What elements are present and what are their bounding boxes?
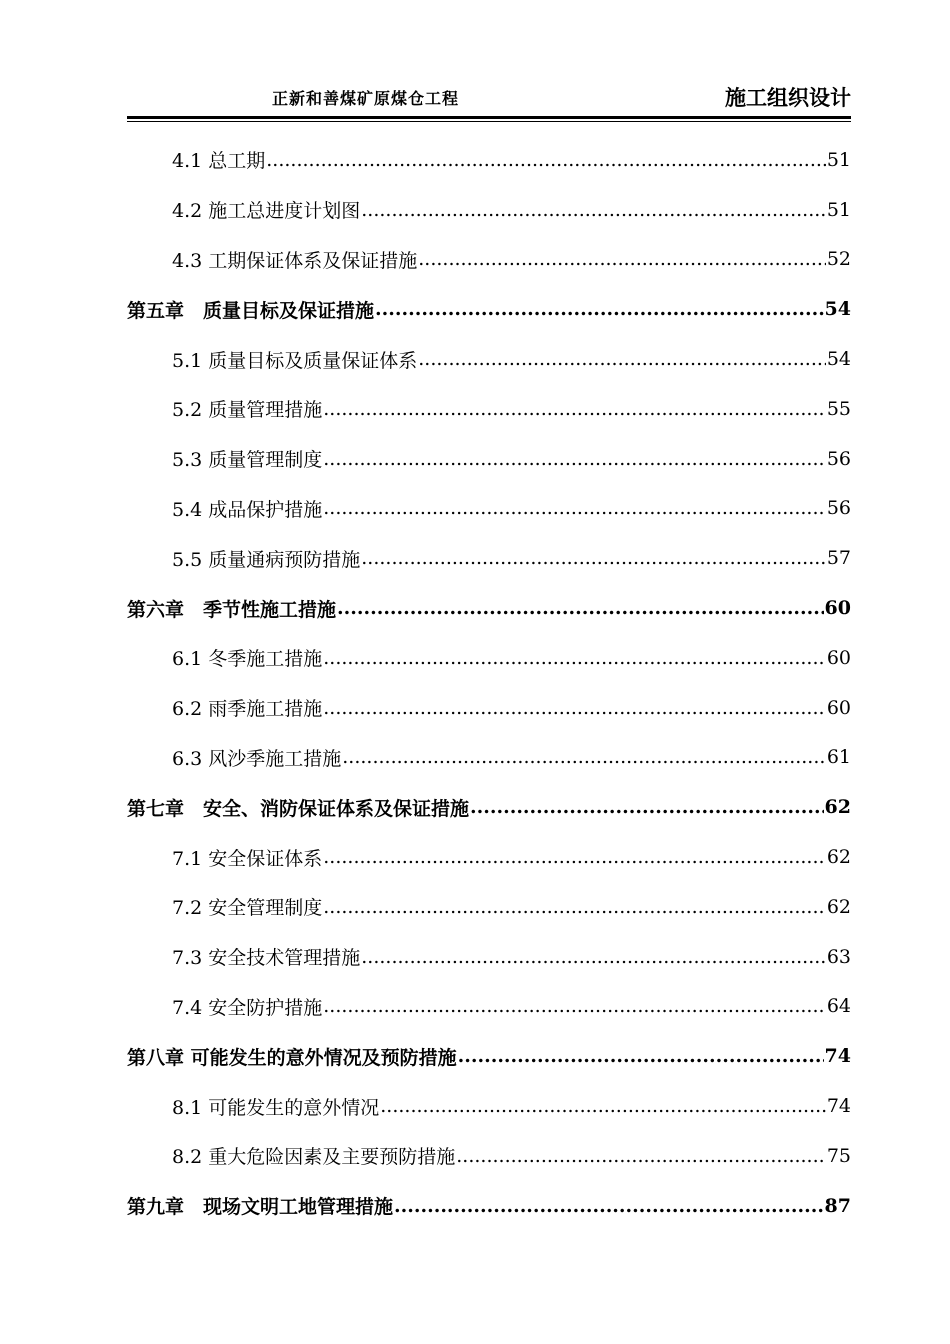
toc-section-entry[interactable] bbox=[127, 235, 851, 285]
toc-chapter-entry[interactable] bbox=[127, 1181, 851, 1231]
toc-entry-page-number: 74 bbox=[826, 1095, 851, 1118]
toc-entry-page-number: 87 bbox=[824, 1194, 851, 1217]
project-title: 正新和善煤矿原煤仓工程 bbox=[272, 89, 460, 108]
toc-chapter-entry[interactable] bbox=[127, 1031, 851, 1081]
toc-entry-label: 6.2 雨季施工措施 bbox=[172, 698, 323, 721]
toc-leader-dots bbox=[418, 348, 826, 370]
toc-entry-label: 第五章 质量目标及保证措施 bbox=[127, 299, 375, 322]
toc-section-entry[interactable] bbox=[127, 733, 851, 783]
toc-entry-page-number: 62 bbox=[826, 846, 851, 869]
toc-section-entry[interactable] bbox=[127, 1131, 851, 1181]
toc-entry-label: 第六章 季节性施工措施 bbox=[127, 598, 337, 621]
toc-entry-label: 5.3 质量管理制度 bbox=[172, 449, 323, 472]
toc-leader-dots bbox=[470, 796, 824, 818]
toc-section-entry[interactable] bbox=[127, 932, 851, 982]
toc-chapter-entry[interactable] bbox=[127, 284, 851, 334]
toc-leader-dots bbox=[323, 647, 826, 669]
toc-entry-label: 第九章 现场文明工地管理措施 bbox=[127, 1196, 394, 1219]
toc-section-entry[interactable] bbox=[127, 334, 851, 384]
toc-leader-dots bbox=[456, 1145, 826, 1167]
toc-entry-page-number: 51 bbox=[826, 148, 851, 171]
toc-entry-page-number: 60 bbox=[826, 696, 851, 719]
toc-entry-label: 7.2 安全管理制度 bbox=[172, 897, 323, 920]
toc-section-entry[interactable] bbox=[127, 135, 851, 185]
toc-entry-label: 第八章 可能发生的意外情况及预防措施 bbox=[127, 1046, 457, 1069]
toc-section-entry[interactable] bbox=[127, 683, 851, 733]
toc-section-entry[interactable] bbox=[127, 982, 851, 1032]
toc-leader-dots bbox=[361, 547, 826, 569]
toc-entry-page-number: 54 bbox=[826, 348, 851, 371]
toc-leader-dots bbox=[361, 199, 826, 221]
toc-entry-label: 5.2 质量管理措施 bbox=[172, 399, 323, 422]
toc-section-entry[interactable] bbox=[127, 434, 851, 484]
toc-entry-label: 8.2 重大危险因素及主要预防措施 bbox=[172, 1146, 456, 1169]
toc-leader-dots bbox=[323, 846, 826, 868]
toc-leader-dots bbox=[323, 995, 826, 1017]
document-title: 施工组织设计 bbox=[725, 86, 851, 110]
toc-leader-dots bbox=[458, 1045, 824, 1067]
toc-entry-page-number: 61 bbox=[826, 746, 851, 769]
toc-entry-label: 5.5 质量通病预防措施 bbox=[172, 548, 361, 571]
toc-entry-page-number: 62 bbox=[824, 796, 851, 819]
toc-leader-dots bbox=[323, 448, 826, 470]
toc-leader-dots bbox=[323, 896, 826, 918]
toc-leader-dots bbox=[323, 398, 826, 420]
toc-section-entry[interactable] bbox=[127, 533, 851, 583]
toc-entry-page-number: 54 bbox=[824, 298, 851, 321]
toc-entry-page-number: 63 bbox=[826, 945, 851, 968]
table-of-contents bbox=[127, 135, 851, 1231]
toc-leader-dots bbox=[418, 248, 826, 270]
toc-section-entry[interactable] bbox=[127, 185, 851, 235]
toc-entry-label: 4.2 施工总进度计划图 bbox=[172, 200, 361, 223]
toc-entry-label: 7.1 安全保证体系 bbox=[172, 847, 323, 870]
toc-leader-dots bbox=[361, 946, 826, 968]
toc-leader-dots bbox=[342, 746, 826, 768]
toc-entry-page-number: 75 bbox=[826, 1144, 851, 1167]
toc-leader-dots bbox=[323, 697, 826, 719]
toc-entry-page-number: 55 bbox=[826, 397, 851, 420]
toc-entry-page-number: 51 bbox=[826, 198, 851, 221]
toc-entry-page-number: 64 bbox=[826, 995, 851, 1018]
toc-section-entry[interactable] bbox=[127, 633, 851, 683]
toc-entry-page-number: 60 bbox=[824, 597, 851, 620]
toc-chapter-entry[interactable] bbox=[127, 583, 851, 633]
toc-leader-dots bbox=[266, 149, 826, 171]
toc-leader-dots bbox=[394, 1195, 824, 1217]
toc-entry-label: 4.1 总工期 bbox=[172, 150, 266, 173]
toc-entry-label: 5.4 成品保护措施 bbox=[172, 498, 323, 521]
toc-leader-dots bbox=[323, 497, 826, 519]
toc-entry-page-number: 56 bbox=[826, 497, 851, 520]
toc-entry-page-number: 52 bbox=[826, 248, 851, 271]
toc-entry-label: 7.4 安全防护措施 bbox=[172, 996, 323, 1019]
toc-leader-dots bbox=[375, 298, 824, 320]
toc-entry-label: 7.3 安全技术管理措施 bbox=[172, 947, 361, 970]
toc-entry-label: 6.3 风沙季施工措施 bbox=[172, 747, 342, 770]
toc-section-entry[interactable] bbox=[127, 384, 851, 434]
toc-section-entry[interactable] bbox=[127, 1081, 851, 1131]
toc-section-entry[interactable] bbox=[127, 882, 851, 932]
toc-entry-label: 4.3 工期保证体系及保证措施 bbox=[172, 249, 418, 272]
toc-section-entry[interactable] bbox=[127, 832, 851, 882]
toc-chapter-entry[interactable] bbox=[127, 782, 851, 832]
header-rule-thin bbox=[127, 121, 851, 122]
toc-entry-page-number: 74 bbox=[824, 1045, 851, 1068]
toc-section-entry[interactable] bbox=[127, 484, 851, 534]
toc-leader-dots bbox=[337, 597, 824, 619]
header-rule bbox=[127, 116, 851, 119]
toc-entry-page-number: 56 bbox=[826, 447, 851, 470]
toc-entry-label: 6.1 冬季施工措施 bbox=[172, 648, 323, 671]
toc-entry-label: 8.1 可能发生的意外情况 bbox=[172, 1096, 380, 1119]
toc-leader-dots bbox=[380, 1095, 826, 1117]
page-header bbox=[127, 82, 851, 116]
toc-entry-label: 5.1 质量目标及质量保证体系 bbox=[172, 349, 418, 372]
toc-entry-page-number: 60 bbox=[826, 646, 851, 669]
toc-entry-page-number: 57 bbox=[826, 547, 851, 570]
toc-entry-page-number: 62 bbox=[826, 895, 851, 918]
toc-entry-label: 第七章 安全、消防保证体系及保证措施 bbox=[127, 797, 470, 820]
